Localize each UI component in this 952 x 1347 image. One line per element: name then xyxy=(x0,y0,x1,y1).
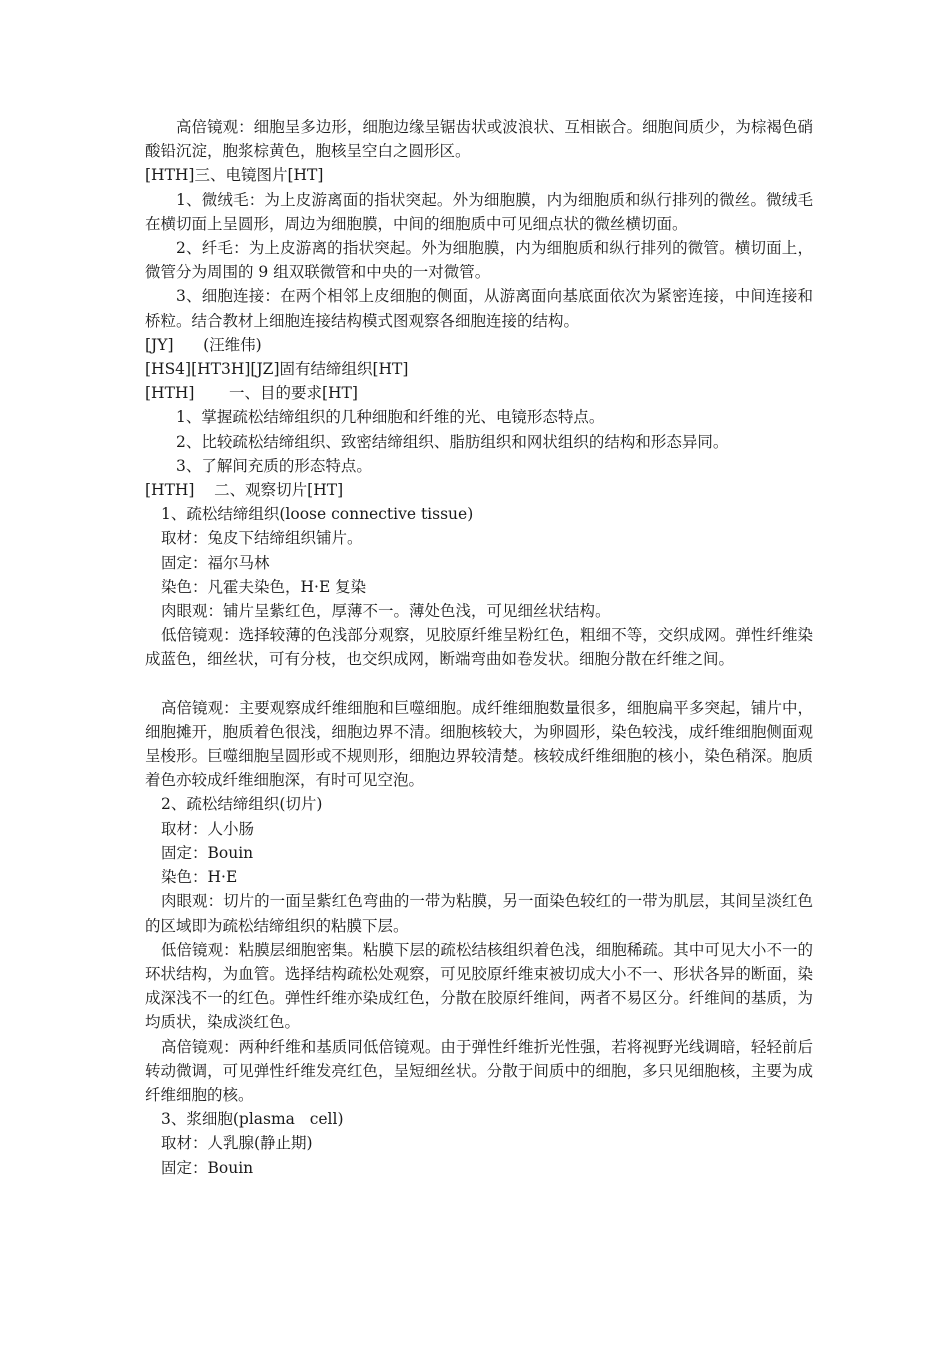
paragraph: 高倍镜观：细胞呈多边形，细胞边缘呈锯齿状或波浪状、互相嵌合。细胞间质少，为棕褐色硝酸铅沉淀，胞浆棕黄色，胞核呈空白之圆形区。 xyxy=(145,118,813,161)
paragraph: 固定：Bouin xyxy=(161,843,254,862)
paragraph: 固定：Bouin xyxy=(161,1158,254,1177)
paragraph: 高倍镜观：两种纤维和基质同低倍镜观。由于弹性纤维折光性强，若将视野光线调暗，轻轻前后转动微调，可见弹性纤维发亮红色，呈短细丝状。分散于间质中的细胞，多只见细胞核，主要为成纤维细胞的核。 xyxy=(145,1037,813,1104)
paragraph: 低倍镜观：粘膜层细胞密集。粘膜下层的疏松结核组织着色浅，细胞稀疏。其中可见大小不一的环状结构，为血管。选择结构疏松处观察，可见胶原纤维束被切成大小不一、形状各异的断面，染成深浅不一的红色。弹性纤维亦染成红色，分散在胶原纤维间，两者不易区分。纤维间的基质，为均质状，染成淡红色。 xyxy=(145,940,813,1032)
section-heading: [HTH]三、电镜图片[HT] xyxy=(145,166,324,185)
paragraph: 高倍镜观：主要观察成纤维细胞和巨噬细胞。成纤维细胞数量很多，细胞扁平多突起，铺片中，细胞摊开，胞质着色很浅，细胞边界不清。细胞核较大，为卵圆形，染色较浅，成纤维细胞侧面观呈梭形。巨噬细胞呈圆形或不规则形，细胞边界较清楚。核较成纤维细胞的核小，染色稍深。胞质着色亦较成纤维细胞深，有时可见空泡。 xyxy=(145,698,813,790)
paragraph: 低倍镜观：选择较薄的色浅部分观察，见胶原纤维呈粉红色，粗细不等，交织成网。弹性纤维染成蓝色，细丝状，可有分枝，也交织成网，断端弯曲如卷发状。细胞分散在纤维之间。 xyxy=(145,626,813,669)
paragraph: 取材：人小肠 xyxy=(161,819,255,838)
section-heading: [HTH] 一、目的要求[HT] xyxy=(145,384,358,403)
list-item: 3、了解间充质的形态特点。 xyxy=(176,456,372,475)
paragraph: 1、微绒毛：为上皮游离面的指状突起。外为细胞膜，内为细胞质和纵行排列的微丝。微绒毛在横切面上呈圆形，周边为细胞膜，中间的细胞质中可见细点状的微丝横切面。 xyxy=(145,190,813,233)
blank-line xyxy=(145,672,813,696)
paragraph: 取材：人乳腺(静止期) xyxy=(161,1134,313,1153)
paragraph: 肉眼观：切片的一面呈紫红色弯曲的一带为粘膜，另一面染色较红的一带为肌层，其间呈淡红色的区域即为疏松结缔组织的粘膜下层。 xyxy=(145,892,813,935)
paragraph: 染色：H·E xyxy=(161,868,238,887)
subsection-heading: 1、疏松结缔组织(loose connective tissue) xyxy=(161,505,474,524)
paragraph: 3、细胞连接：在两个相邻上皮细胞的侧面，从游离面向基底面依次为紧密连接，中间连接和桥粒。结合教材上细胞连接结构模式图观察各细胞连接的结构。 xyxy=(145,287,813,330)
paragraph: 肉眼观：铺片呈紫红色，厚薄不一。薄处色浅，可见细丝状结构。 xyxy=(161,602,611,621)
list-item: 1、掌握疏松结缔组织的几种细胞和纤维的光、电镜形态特点。 xyxy=(176,408,605,427)
list-item: 2、比较疏松结缔组织、致密结缔组织、脂肪组织和网状组织的结构和形态异同。 xyxy=(176,432,729,451)
section-heading: [HTH] 二、观察切片[HT] xyxy=(145,481,344,500)
subsection-heading: 2、疏松结缔组织(切片) xyxy=(161,795,323,814)
paragraph: 取材：兔皮下结缔组织铺片。 xyxy=(161,529,363,548)
paragraph: 染色：凡霍夫染色，H·E 复染 xyxy=(161,577,367,596)
author-line: [JY] (汪维伟) xyxy=(145,335,262,354)
document-page xyxy=(145,115,813,1180)
paragraph: 2、纤毛：为上皮游离的指状突起。外为细胞膜，内为细胞质和纵行排列的微管。横切面上，微管分为周围的 9 组双联微管和中央的一对微管。 xyxy=(145,239,813,282)
paragraph: 固定：福尔马林 xyxy=(161,553,270,572)
chapter-heading: [HS4][HT3H][JZ]固有结缔组织[HT] xyxy=(145,360,409,379)
subsection-heading: 3、浆细胞(plasma cell) xyxy=(161,1110,344,1129)
